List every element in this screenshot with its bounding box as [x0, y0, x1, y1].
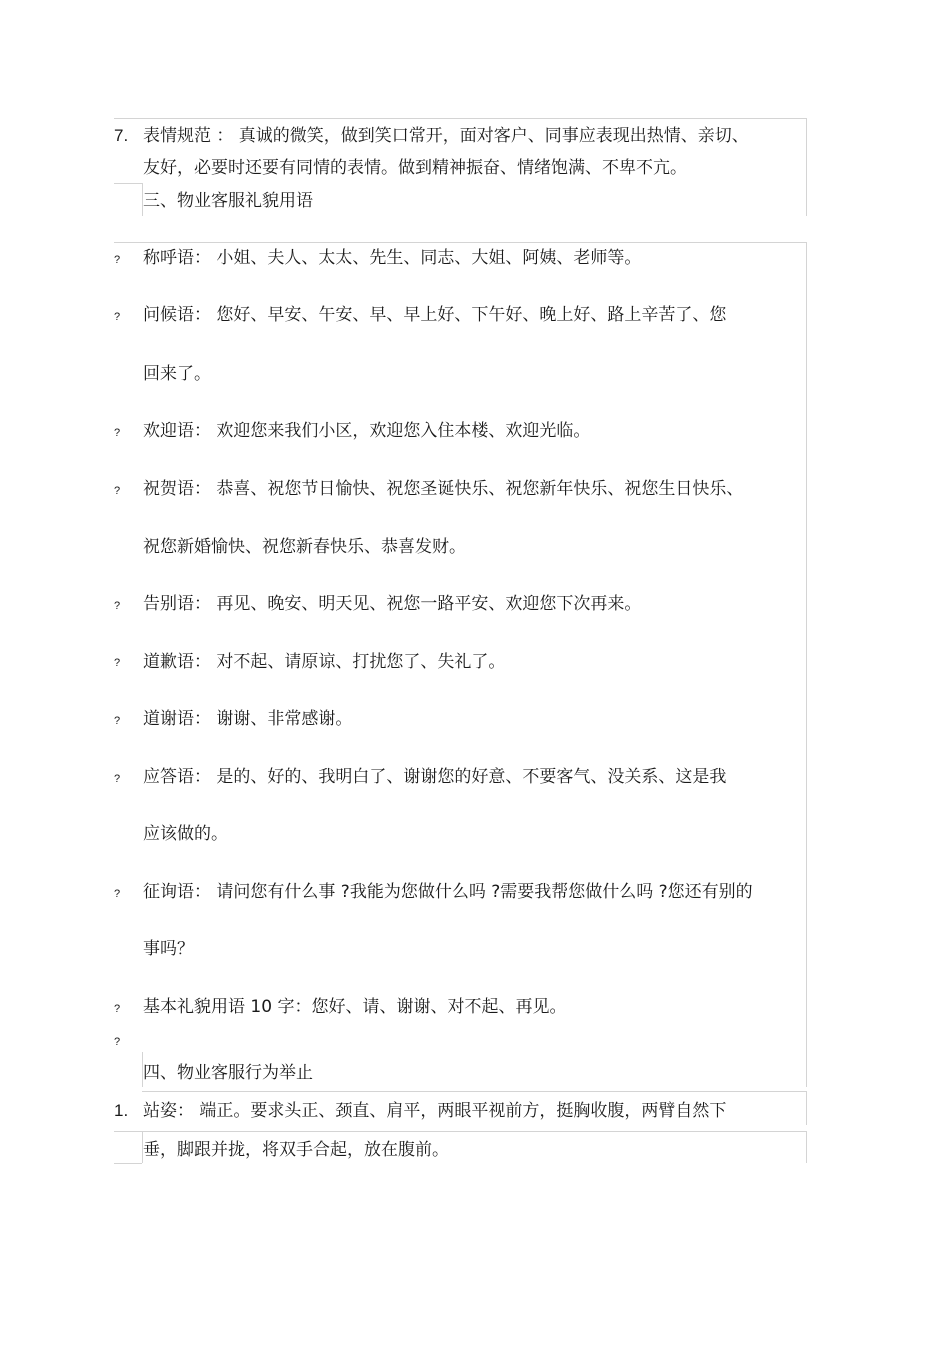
bullet-marker: ? — [114, 600, 121, 612]
bullet-marker: ? — [114, 657, 121, 669]
bullet-marker: ? — [114, 254, 121, 266]
paragraph-line: 垂，脚跟并拢，将双手合起，放在腹前。 — [143, 1140, 449, 1160]
border-line — [114, 183, 142, 184]
border-line — [806, 1131, 807, 1163]
border-line — [114, 242, 806, 243]
bullet-marker: ? — [114, 715, 121, 727]
list-item: 欢迎语： 欢迎您来我们小区，欢迎您入住本楼、欢迎光临。 — [143, 421, 591, 441]
border-line — [114, 1163, 142, 1164]
bullet-marker: ? — [114, 485, 121, 497]
list-item: 征询语： 请问您有什么事 ?我能为您做什么吗 ?需要我帮您做什么吗 ?您还有别的 — [143, 882, 753, 902]
section-heading: 四、物业客服行为举止 — [143, 1063, 313, 1083]
list-item-continuation: 祝您新婚愉快、祝您新春快乐、恭喜发财。 — [143, 537, 466, 557]
list-item: 告别语： 再见、晚安、明天见、祝您一路平安、欢迎您下次再来。 — [143, 594, 642, 614]
section-number: 1. — [114, 1101, 129, 1120]
list-item: 应答语： 是的、好的、我明白了、谢谢您的好意、不要客气、没关系、这是我 — [143, 767, 727, 787]
border-line — [114, 118, 806, 119]
list-item: 称呼语： 小姐、夫人、太太、先生、同志、大姐、阿姨、老师等。 — [143, 248, 642, 268]
bullet-marker: ? — [114, 311, 121, 323]
bullet-marker: ? — [114, 773, 121, 785]
border-line — [114, 1131, 806, 1132]
bullet-marker: ? — [114, 1036, 121, 1048]
list-item: 基本礼貌用语 10 字：您好、请、谢谢、对不起、再见。 — [143, 997, 567, 1017]
list-item-continuation: 回来了。 — [143, 364, 211, 384]
list-item: 道歉语： 对不起、请原谅、打扰您了、失礼了。 — [143, 652, 506, 672]
list-item-continuation: 应该做的。 — [143, 824, 228, 844]
border-line — [806, 242, 807, 1087]
border-line — [806, 118, 807, 216]
section-number: 7. — [114, 126, 129, 145]
list-item: 祝贺语： 恭喜、祝您节日愉快、祝您圣诞快乐、祝您新年快乐、祝您生日快乐、 — [143, 479, 744, 499]
list-item-continuation: 事吗？ — [143, 939, 194, 959]
section-heading: 三、物业客服礼貌用语 — [143, 191, 313, 211]
paragraph-line: 站姿： 端正。要求头正、颈直、肩平，两眼平视前方，挺胸收腹，两臂自然下 — [143, 1101, 727, 1121]
border-line — [142, 1091, 806, 1092]
paragraph-line: 表情规范 ： 真诚的微笑，做到笑口常开，面对客户、同事应表现出热情、亲切、 — [143, 126, 749, 146]
list-item: 道谢语： 谢谢、非常感谢。 — [143, 709, 353, 729]
bullet-marker: ? — [114, 888, 121, 900]
border-line — [806, 1091, 807, 1125]
list-item: 问候语： 您好、早安、午安、早、早上好、下午好、晚上好、路上辛苦了、您 — [143, 305, 727, 325]
bullet-marker: ? — [114, 427, 121, 439]
bullet-marker: ? — [114, 1003, 121, 1015]
paragraph-line: 友好，必要时还要有同情的表情。做到精神振奋、情绪饱满、不卑不亢。 — [143, 158, 687, 178]
